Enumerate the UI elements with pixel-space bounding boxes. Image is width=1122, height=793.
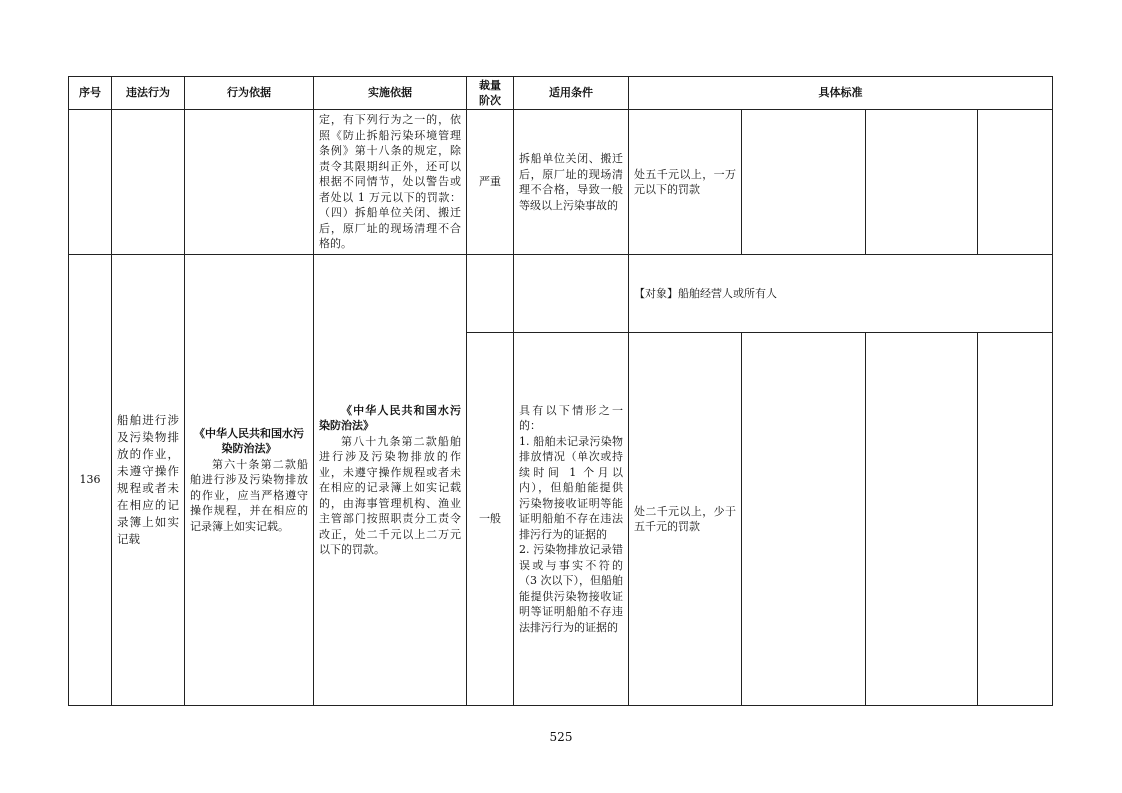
row-136-basis-law: 《中华人民共和国水污染防治法》 — [194, 426, 304, 456]
prev-impl-text: 定，有下列行为之一的，依照《防止拆船污染环境管理条例》第十八条的规定，除责令其限期纠正外，还可以根据不同情节，处以警告或者处以 1 万元以下的罚款：（四）拆船单位关闭、搬迁后，原厂址的现场清理不合格的。 — [319, 113, 461, 251]
prev-impl — [314, 110, 467, 255]
row-136-basis — [185, 255, 314, 706]
row-136-condition-block — [514, 401, 628, 638]
row-136-object — [629, 255, 1053, 333]
row-136-condition — [514, 333, 629, 706]
page-number: 525 — [549, 730, 573, 744]
prev-seq — [69, 110, 112, 255]
header-level: 裁量阶次 — [467, 77, 514, 110]
header-basis: 行为依据 — [185, 77, 314, 110]
row-136-violation-text: 船舶进行涉及污染物排放的作业，未遵守操作规程或者未在相应的记录簿上如实记载 — [117, 413, 179, 546]
row-136-seq: 136 — [69, 255, 112, 706]
prev-condition-text: 拆船单位关闭、搬迁后，原厂址的现场清理不合格，导致一般等级以上污染事故的 — [519, 152, 623, 212]
header-seq: 序号 — [69, 77, 112, 110]
row-136-standard-text: 处二千元以上，少于五千元的罚款 — [634, 504, 736, 533]
prev-standard — [629, 110, 742, 255]
table-row-prev — [69, 110, 1053, 255]
penalty-table — [68, 76, 1053, 706]
row-136-object-level-empty — [467, 255, 514, 333]
row-136-condition-2: 2. 污染物排放记录错误或与事实不符的（3 次以下），但船舶能提供污染物接收证明等证明船舶不存违法排污行为的证据的 — [519, 543, 623, 634]
row-136-impl-block — [314, 401, 466, 560]
header-impl: 实施依据 — [314, 77, 467, 110]
row-136-object-condition-empty — [514, 255, 629, 333]
prev-standard-empty-1 — [742, 110, 866, 255]
row-136-standard — [629, 333, 742, 706]
row-136-basis-block — [185, 424, 313, 537]
prev-standard-text: 处五千元以上，一万元以下的罚款 — [634, 167, 736, 196]
row-136-impl-text: 第八十九条第二款船舶进行涉及污染物排放的作业，未遵守操作规程或者未在相应的记录簿上如实记载的，由海事管理机构、渔业主管部门按照职责分工责令改正，处二千元以上二万元以下的罚款。 — [319, 434, 461, 556]
row-136-condition-1: 1. 船舶未记录污染物排放情况（单次或持续时间 1 个月以内），但船舶能提供污染物接收证明等能证明船舶不存在违法排污行为的证据的 — [519, 434, 623, 541]
header-standard: 具体标准 — [629, 77, 1053, 110]
row-136-object-text: 【对象】船舶经营人或所有人 — [634, 286, 777, 300]
prev-violation — [112, 110, 185, 255]
header-condition: 适用条件 — [514, 77, 629, 110]
row-136-basis-text: 第六十条第二款船舶进行涉及污染物排放的作业，应当严格遵守操作规程，并在相应的记录簿上如实记载。 — [190, 457, 308, 533]
prev-standard-empty-3 — [978, 110, 1053, 255]
prev-standard-empty-2 — [866, 110, 978, 255]
header-row — [69, 77, 1053, 110]
table-row-136-object — [69, 255, 1053, 333]
row-136-violation — [112, 255, 185, 706]
row-136-condition-intro: 具有以下情形之一的： — [519, 403, 623, 433]
prev-basis — [185, 110, 314, 255]
row-136-standard-empty-1 — [742, 333, 866, 706]
header-violation: 违法行为 — [112, 77, 185, 110]
row-136-level: 一般 — [467, 333, 514, 706]
row-136-impl-law: 《中华人民共和国水污染防治法》 — [319, 403, 461, 432]
row-136-standard-empty-3 — [978, 333, 1053, 706]
row-136-standard-empty-2 — [866, 333, 978, 706]
prev-condition — [514, 110, 629, 255]
prev-level: 严重 — [467, 110, 514, 255]
row-136-impl — [314, 255, 467, 706]
